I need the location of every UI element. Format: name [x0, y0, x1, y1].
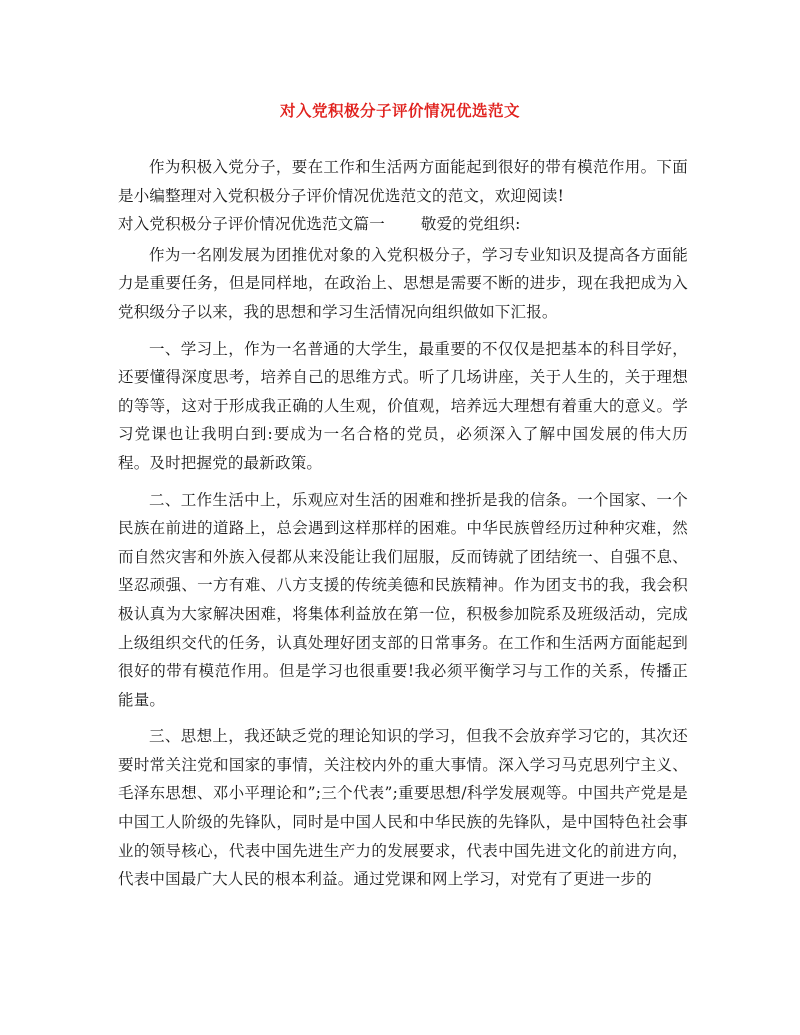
paragraph-overview: 作为一名刚发展为团推优对象的入党积极分子，学习专业知识及提高各方面能力是重要任务，但是同样地，在政治上、思想是需要不断的进步，现在我把成为入党积级分子以来，我的思想和学习生活情况向组织做如下汇报。 — [118, 245, 688, 321]
intro-paragraph: 作为积极入党分子，要在工作和生活两方面能起到很好的带有模范作用。下面是小编整理对入党积极分子评价情况优选范文的范文，欢迎阅读! — [118, 158, 688, 205]
paragraph-study: 一、学习上，作为一名普通的大学生，最重要的不仅仅是把基本的科目学好，还要懂得深度思考，培养自己的思维方式。听了几场讲座，关于人生的，关于理想的等等，这对于形成我正确的人生观，价值观，培养远大理想有着重大的意义。学习党课也让我明白到:要成为一名合格的党员，必须深入了解中国发展的伟大历程。及时把握党的最新政策。 — [118, 339, 688, 472]
document-title: 对入党积极分子评价情况优选范文 — [279, 101, 520, 120]
salutation: 敬爱的党组织: — [420, 215, 521, 234]
document-body — [118, 153, 688, 894]
section-heading-line — [118, 210, 688, 239]
section-heading: 对入党积极分子评价情况优选范文篇一 — [118, 215, 385, 234]
paragraph-thought: 三、思想上，我还缺乏党的理论知识的学习，但我不会放弃学习它的，其次还要时常关注党和国家的事情，关注校内外的重大事情。深入学习马克思列宁主义、毛泽东思想、邓小平理论和”;三个代表”;重要思想/科学发展观等。中国共产党是是中国工人阶级的先锋队，同时是中国人民和中华民族的先锋队，是中国特色社会事业的领导核心，代表中国先进生产力的发展要求，代表中国先进文化的前进方向，代表中国最广大人民的根本利益。通过党课和网上学习，对党有了更进一步的 — [118, 727, 688, 889]
paragraph-work-life: 二、工作生活中上，乐观应对生活的困难和挫折是我的信条。一个国家、一个民族在前进的道路上，总会遇到这样那样的困难。中华民族曾经历过种种灾难，然而自然灾害和外族入侵都从来没能让我们屈服，反而铸就了团结统一、自强不息、坚忍顽强、一方有难、八方支援的传统美德和民族精神。作为团支书的我，我会积极认真为大家解决困难，将集体利益放在第一位，积极参加院系及班级活动，完成上级组织交代的任务，认真处理好团支部的日常事务。在工作和生活两方面能起到很好的带有模范作用。但是学习也很重要!我必须平衡学习与工作的关系，传播正能量。 — [118, 490, 688, 709]
